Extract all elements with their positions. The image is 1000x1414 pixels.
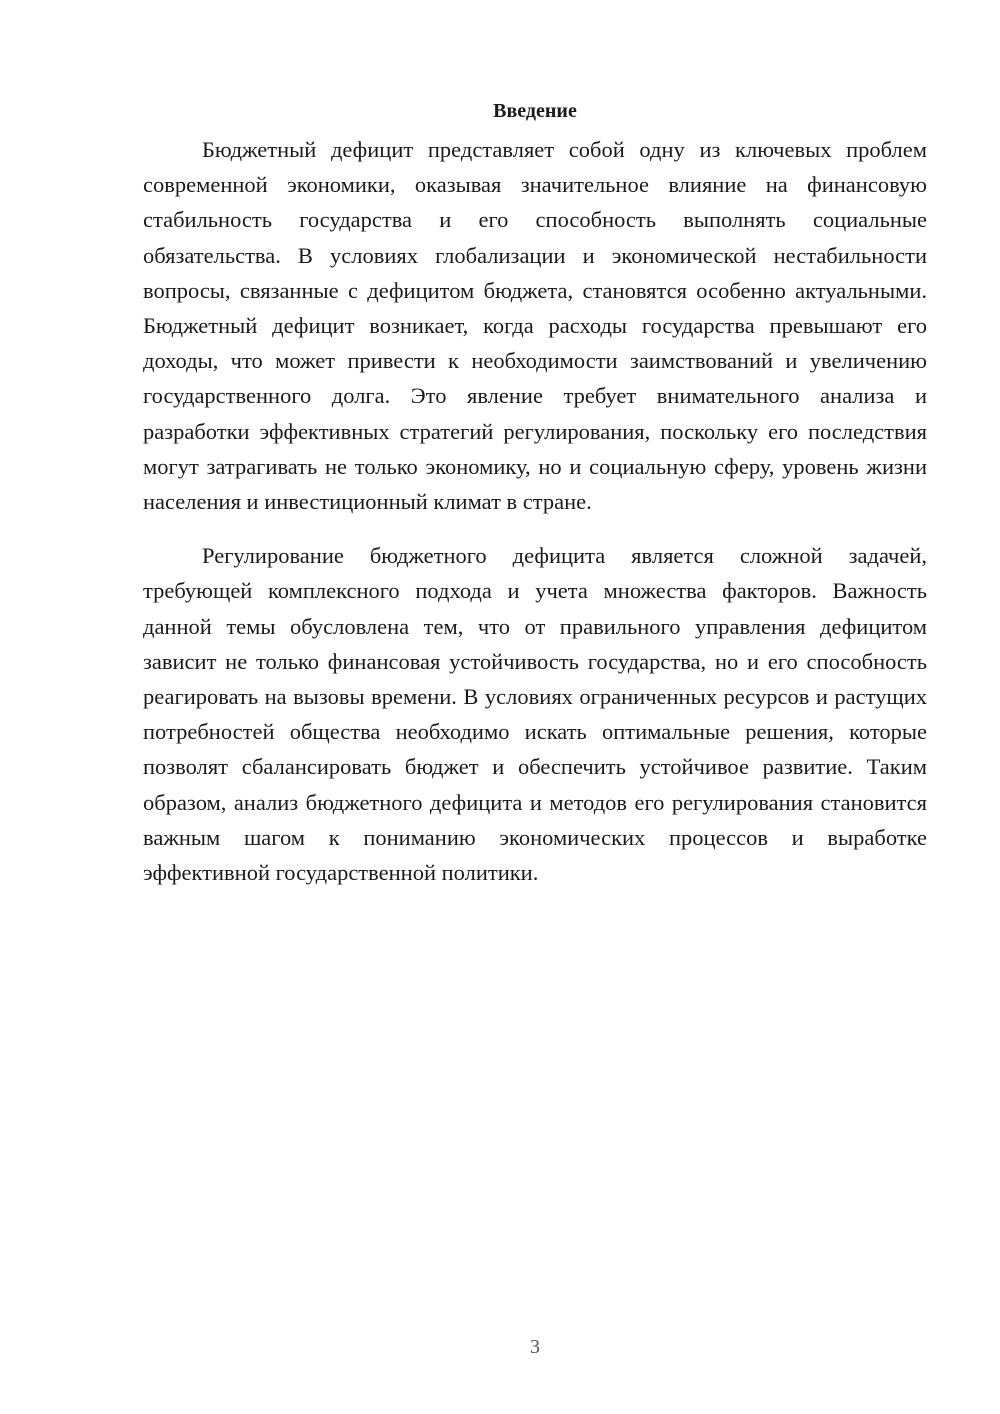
paragraph-2: Регулирование бюджетного дефицита является сложной задачей, требующей комплексного подхода и учета множества факторов. Важность данной темы обусловлена тем, что от правильного управления дефицитом зависит не только финансовая устойчивость государства, но и его способность реагировать на вызовы времени. В условиях ограниченных ресурсов и растущих потребностей общества необходимо искать оптимальные решения, которые позволят сбалансировать бюджет и обеспечить устойчивое развитие. Таким образом, анализ бюджетного дефицита и методов его регулирования становится важным шагом к пониманию экономических процессов и выработке эффективной государственной политики. bbox=[143, 543, 927, 886]
paragraph-1: Бюджетный дефицит представляет собой одну из ключевых проблем современной экономики, оказывая значительное влияние на финансовую стабильность государства и его способность выполнять социальные обязательства. В условиях глобализации и экономической нестабильности вопросы, связанные с дефицитом бюджета, становятся особенно актуальными. Бюджетный дефицит возникает, когда расходы государства превышают его доходы, что может привести к необходимости заимствований и увеличению государственного долга. Это явление требует внимательного анализа и разработки эффективных стратегий регулирования, поскольку его последствия могут затрагивать не только экономику, но и социальную сферу, уровень жизни населения и инвестиционный климат в стране. bbox=[143, 137, 927, 515]
page-number: 3 bbox=[530, 1336, 540, 1358]
section-heading: Введение bbox=[493, 100, 577, 122]
page-content bbox=[143, 96, 927, 890]
